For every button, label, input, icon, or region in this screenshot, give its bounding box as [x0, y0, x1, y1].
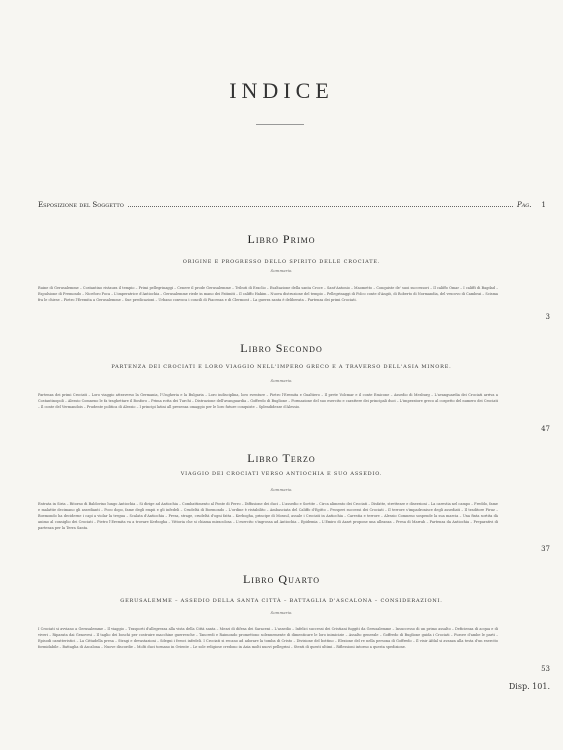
book-1-heading[interactable]: Libro Primo: [247, 232, 316, 246]
book-2-subtitle: PARTENZA DEI CROCIATI E LORO VIAGGIO NELL'IMPERO GRECO E A TRAVERSO DELL'ASIA MINORE.: [111, 364, 452, 370]
book-2-page-number: 47: [541, 425, 550, 433]
book-2-summary: Partenza dei primi Crociati – Loro viaggio attraverso la Germania, l'Ungheria e la Bulgaria – Loro indisciplina, loro sventure – Pietro l'Eremita e Gualtiero – Il prete Volcmar e il conte Emicone – Assedio di Mesburg – L'avanguardia dei Crociati arriva a Costantinopoli – Alessio Comneno le fa traghettare il Bosforo – Prima rotta dei Turchi – Distruzione dell'avanguardia – Goffredo di Buglione – Formazione del suo esercito e carattere dei principali duci – L'imperatore greco al cospetto del numero dei Crociati – Il conte del Vermandois – Prudente politica di Alessio – I principi latini all presenza omaggio per le loro future conquiste – Splendidezze d'Alessio.: [38, 393, 498, 409]
book-1-page-number: 3: [545, 313, 550, 321]
exposition-label: Esposizione del Soggetto: [38, 201, 124, 209]
book-4-heading[interactable]: Libro Quarto: [242, 572, 321, 586]
title-divider: [256, 124, 304, 125]
page-title: INDICE: [229, 78, 334, 103]
dot-leader: [128, 206, 513, 207]
exposition-page-number: 1: [541, 201, 546, 209]
book-2-heading[interactable]: Libro Secondo: [240, 341, 323, 355]
book-4-summary-label: Sommario.: [270, 610, 293, 615]
book-4-page-number: 53: [541, 665, 550, 673]
book-2-summary-label: Sommario.: [270, 378, 293, 383]
book-3-summary-label: Sommario.: [270, 487, 293, 492]
book-1-summary: Ruine di Gerusalemme – Costantino ristaura il tempio – Primi pellegrinaggi – Cenere il prode Gerusalemme – Tributi di Eraclio – Esaltazione della santa Croce – Sant'Antonio – Maometto – Conquiste de' suoi successori – Il califfo Omar – I califfi di Bagdad – Espulsione di Fremondo – Niceforo Foca – L'imperatrice d'Antiochia – Gerusalemme riede in mano dei Fatimiti – Il califfo Hakim – Nuova distruzione del tempio – Pellegrinaggi di Folco conte d'Angiò, di Roberto di Normandia, del vescovo di Cambrai – Scisma fra le chiese – Pietro l'Eremita a Gerusalemme – Sue predicazioni – Urbano convoca i concili di Piacenza e di Clermont – La guerra santa è deliberata – Partenza dei primi Crociati.: [38, 286, 498, 302]
exposition-entry[interactable]: [38, 201, 546, 213]
book-1-summary-label: Sommario.: [270, 268, 293, 273]
book-3-heading[interactable]: Libro Terzo: [247, 451, 316, 465]
exposition-page-prefix: Pag.: [516, 201, 532, 209]
book-4-summary: I Crociati si avviano a Gerusalemme – Il viaggio – Trasporti d'allegrezza alla vista della Città santa – Mezzi di difesa dei Saraceni – L'assedio – Infelici successi dei Cristiani fuggiti da Gerusalemme – Insuccesso di un primo assalto – Deficienza di acqua e di viveri – Riparata dai Genovesi – Il taglio dei boschi per costruire macchine guerresche – Tancredi e Raimondo promettono solennemente di dimenticare le loro inimicizie – Assalto generale – Goffredo di Buglione guida i Crociati – Furore d'ambe le parti – Episodi caratteristici – La Cittadella presa – Stragi e devastazioni – Sdegni i feroci infedeli. I Crociati si recano ad adorare la tomba di Cristo – Divisione del bottino – Elezione del re nella persona di Goffredo – Il visir Afdal si avanza alla testa d'un esercito formidabile – Battaglia di Ascalona – Nuove discordie – Molti duci tornano in Oriente – Le sole religiose credono in Asia molti nuovi pellegrini – Stenti di questi ultimi – Riflessioni intorno a questa spedizione.: [38, 627, 498, 649]
book-3-summary: Entrata in Siria – Ritorno di Baldovino lungo Antiochia – Si dirige ad Antiochia – Combattimento al Ponte di Ferro – Diffusione dei duci – L'assedio e Sortite – Circa alimento dei Crociati – Disfatte, strettezze e diserzioni – La carestia nel campo – Freddo, fame e malattie decimano gli assedianti – Poco dopo, fame degli empii e gli infedeli – Crudeltà di Boemondo – L'ordine è ristabilito – Ambasciata del Califfo d'Egitto – Prosperi successi dei Crociati – Il terrore s'impadronisce degli assediati – Il traditore Firuz – Boemondo ha deciderne i capi a violar la tregua – Scalata d'Antiochia – Presa, strage, crudeltà d'ogni fatta – Kerbogha, principe di Mossul, assale i Crociati in Antiochia – Carestia e terrore – Alessio Comneno sospende la sua marcia – Una finta sortita dà animo al consiglio dei Crociati – Pietro l'Eremita va a trovare Kerbogha – Vittoria che si chiama miracolosa – L'esercito s'ingrossa ad Antiochia – Epidemia – L'Emiro di Azart propone una alleanza – Presa di Marrah – Partenza da Antiochia – Preparativi di partenza per la Terra Santa.: [38, 502, 498, 530]
footer-dispensa: Disp. 101.: [508, 682, 550, 691]
book-3-page-number: 37: [541, 545, 550, 553]
book-4-subtitle: GERUSALEMME – ASSEDIO DELLA SANTA CITTÀ – BATTAGLIA D'ASCALONA – CONSIDERAZIONI.: [120, 598, 443, 604]
book-1-subtitle: ORIGINE E PROGRESSO DELLO SPIRITO DELLE CROCIATE.: [182, 259, 381, 265]
book-3-subtitle: VIAGGIO DEI CROCIATI VERSO ANTIOCHIA E SUO ASSEDIO.: [180, 471, 383, 477]
